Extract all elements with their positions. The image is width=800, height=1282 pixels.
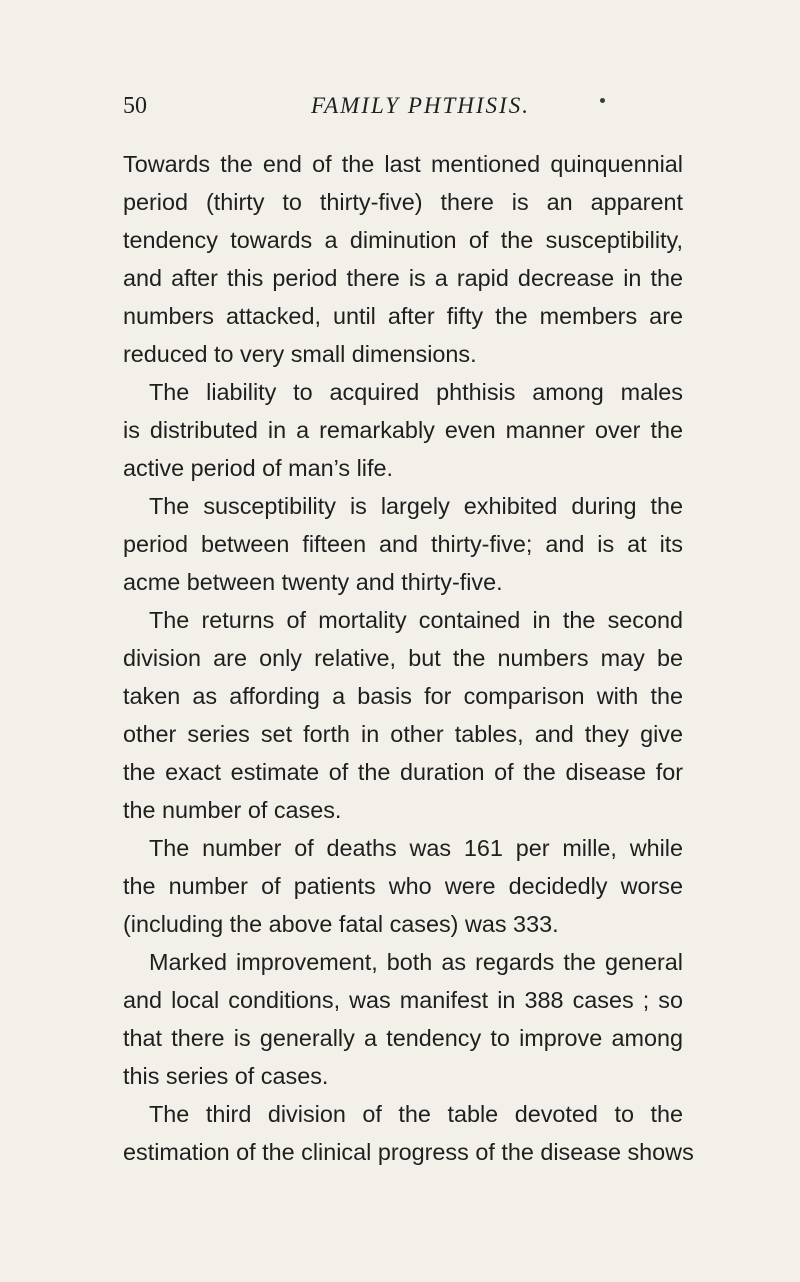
text-line: acme between twenty and thirty-five. [123,569,503,595]
text-line: and after this period there is a rapid decrease in the [123,265,683,291]
paragraph [123,1095,694,1171]
text-line: The liability to acquired phthisis among males [149,379,683,405]
body-text [123,145,694,1171]
text-line: estimation of the clinical progress of the disease shows [123,1139,694,1165]
paragraph [123,601,683,829]
text-line: Towards the end of the last mentioned quinquennial [123,151,683,177]
text-line: period between fifteen and thirty-five; and is at its [123,531,683,557]
text-line: tendency towards a diminution of the susceptibility, [123,227,683,253]
paragraph [123,145,683,373]
paragraph [123,487,683,601]
text-line: The susceptibility is largely exhibited during the [149,493,683,519]
page-number: 50 [123,93,147,119]
text-line: the exact estimate of the duration of the disease for [123,759,683,785]
running-head: FAMILY PHTHISIS. [311,93,530,118]
text-line: reduced to very small dimensions. [123,341,477,367]
text-line: division are only relative, but the numbers may be [123,645,683,671]
text-line: and local conditions, was manifest in 388 cases ; so [123,987,683,1013]
text-line: the number of patients who were decidedly worse [123,873,683,899]
text-line: numbers attacked, until after fifty the members are [123,303,683,329]
text-line: this series of cases. [123,1063,329,1089]
text-line: period (thirty to thirty-five) there is an apparent [123,189,683,215]
text-line: The third division of the table devoted to the [149,1101,683,1127]
paragraph [123,943,683,1095]
text-line: active period of man’s life. [123,455,393,481]
text-line: that there is generally a tendency to improve among [123,1025,683,1051]
paragraph [123,829,683,943]
text-line: The returns of mortality contained in the second [149,607,683,633]
text-line: other series set forth in other tables, and they give [123,721,683,747]
text-line: is distributed in a remarkably even manner over the [123,417,683,443]
text-line: taken as affording a basis for comparison with the [123,683,683,709]
text-line: (including the above fatal cases) was 333. [123,911,559,937]
page-header [123,89,683,123]
paragraph [123,373,683,487]
text-line: Marked improvement, both as regards the general [149,949,683,975]
ink-speck [600,98,605,103]
text-line: the number of cases. [123,797,342,823]
text-line: The number of deaths was 161 per mille, while [149,835,683,861]
